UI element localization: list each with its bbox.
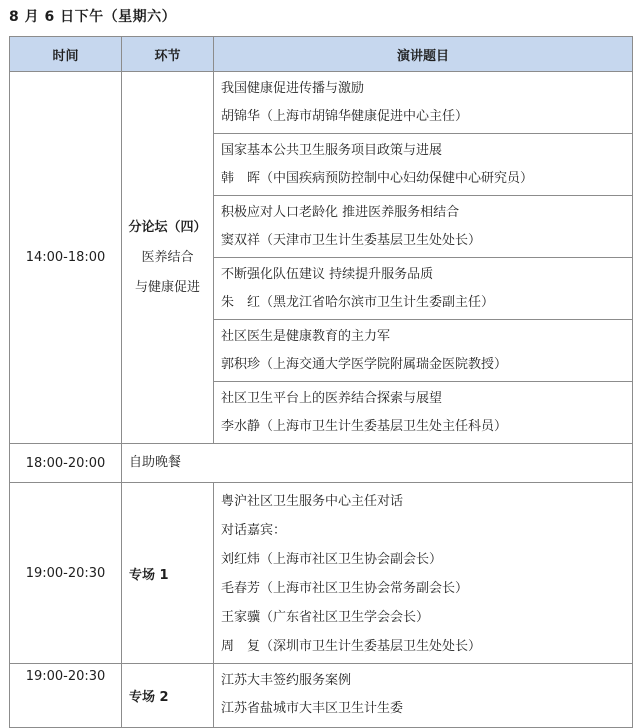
guest-line: 毛春芳（上海市社区卫生协会常务副会长） <box>221 581 469 596</box>
guests-label: 对话嘉宾： <box>221 523 287 538</box>
guest-line: 王家骥（广东省社区卫生学会会长） <box>221 610 430 625</box>
talk-title: 不断强化队伍建议 持续提升服务品质 <box>221 267 434 282</box>
section-cell <box>122 72 214 444</box>
schedule-table <box>9 36 633 728</box>
table-row <box>10 72 633 134</box>
session-title: 江苏大丰签约服务案例 <box>221 673 352 688</box>
talk-cell <box>214 382 633 444</box>
section-subtitle: 与健康促进 <box>134 279 200 295</box>
section-title: 分论坛（四） <box>128 219 207 235</box>
talk-speaker: 郭积珍（上海交通大学医学院附属瑞金医院教授） <box>221 357 508 372</box>
time-cell: 14:00-18:00 <box>10 72 122 444</box>
talk-speaker: 窦双祥（天津市卫生计生委基层卫生处处长） <box>221 233 482 248</box>
col-header-time: 时间 <box>10 37 122 72</box>
section-subtitle: 医养结合 <box>141 249 194 265</box>
section-cell: 专场 2 <box>122 664 214 728</box>
talk-cell <box>214 483 633 664</box>
talk-speaker: 韩 晖（中国疾病预防控制中心妇幼保健中心研究员） <box>221 171 534 186</box>
time-cell: 19:00-20:30 <box>10 483 122 664</box>
time-cell: 18:00-20:00 <box>10 444 122 483</box>
guest-line: 刘红炜（上海市社区卫生协会副会长） <box>221 552 443 567</box>
talk-speaker: 李水静（上海市卫生计生委基层卫生处主任科员） <box>221 419 508 434</box>
talk-title: 我国健康促进传播与激励 <box>221 81 365 96</box>
talk-cell <box>214 258 633 320</box>
section-cell: 专场 1 <box>122 483 214 664</box>
table-row <box>10 444 633 483</box>
session-title: 粤沪社区卫生服务中心主任对话 <box>221 494 404 509</box>
dinner-cell: 自助晚餐 <box>122 444 633 483</box>
talk-speaker: 朱 红（黑龙江省哈尔滨市卫生计生委副主任） <box>221 295 495 310</box>
table-row <box>10 483 633 664</box>
talk-cell <box>214 134 633 196</box>
organizer-line: 江苏省盐城市大丰区卫生计生委 <box>221 701 404 716</box>
schedule-heading: 8 月 6 日下午（星期六） <box>9 9 177 25</box>
talk-title: 积极应对人口老龄化 推进医养服务相结合 <box>221 205 460 220</box>
talk-cell <box>214 196 633 258</box>
time-cell: 19:00-20:30 <box>10 664 122 728</box>
talk-title: 社区卫生平台上的医养结合探索与展望 <box>221 391 443 406</box>
talk-cell <box>214 72 633 134</box>
guest-line: 周 复（深圳市卫生计生委基层卫生处处长） <box>221 639 482 654</box>
header-row <box>10 37 633 72</box>
col-header-topic: 演讲题目 <box>214 37 633 72</box>
col-header-section: 环节 <box>122 37 214 72</box>
talk-speaker: 胡锦华（上海市胡锦华健康促进中心主任） <box>221 109 469 124</box>
table-row <box>10 664 633 728</box>
talk-cell <box>214 320 633 382</box>
talk-title: 国家基本公共卫生服务项目政策与进展 <box>221 143 443 158</box>
talk-cell <box>214 664 633 728</box>
talk-title: 社区医生是健康教育的主力军 <box>221 329 391 344</box>
